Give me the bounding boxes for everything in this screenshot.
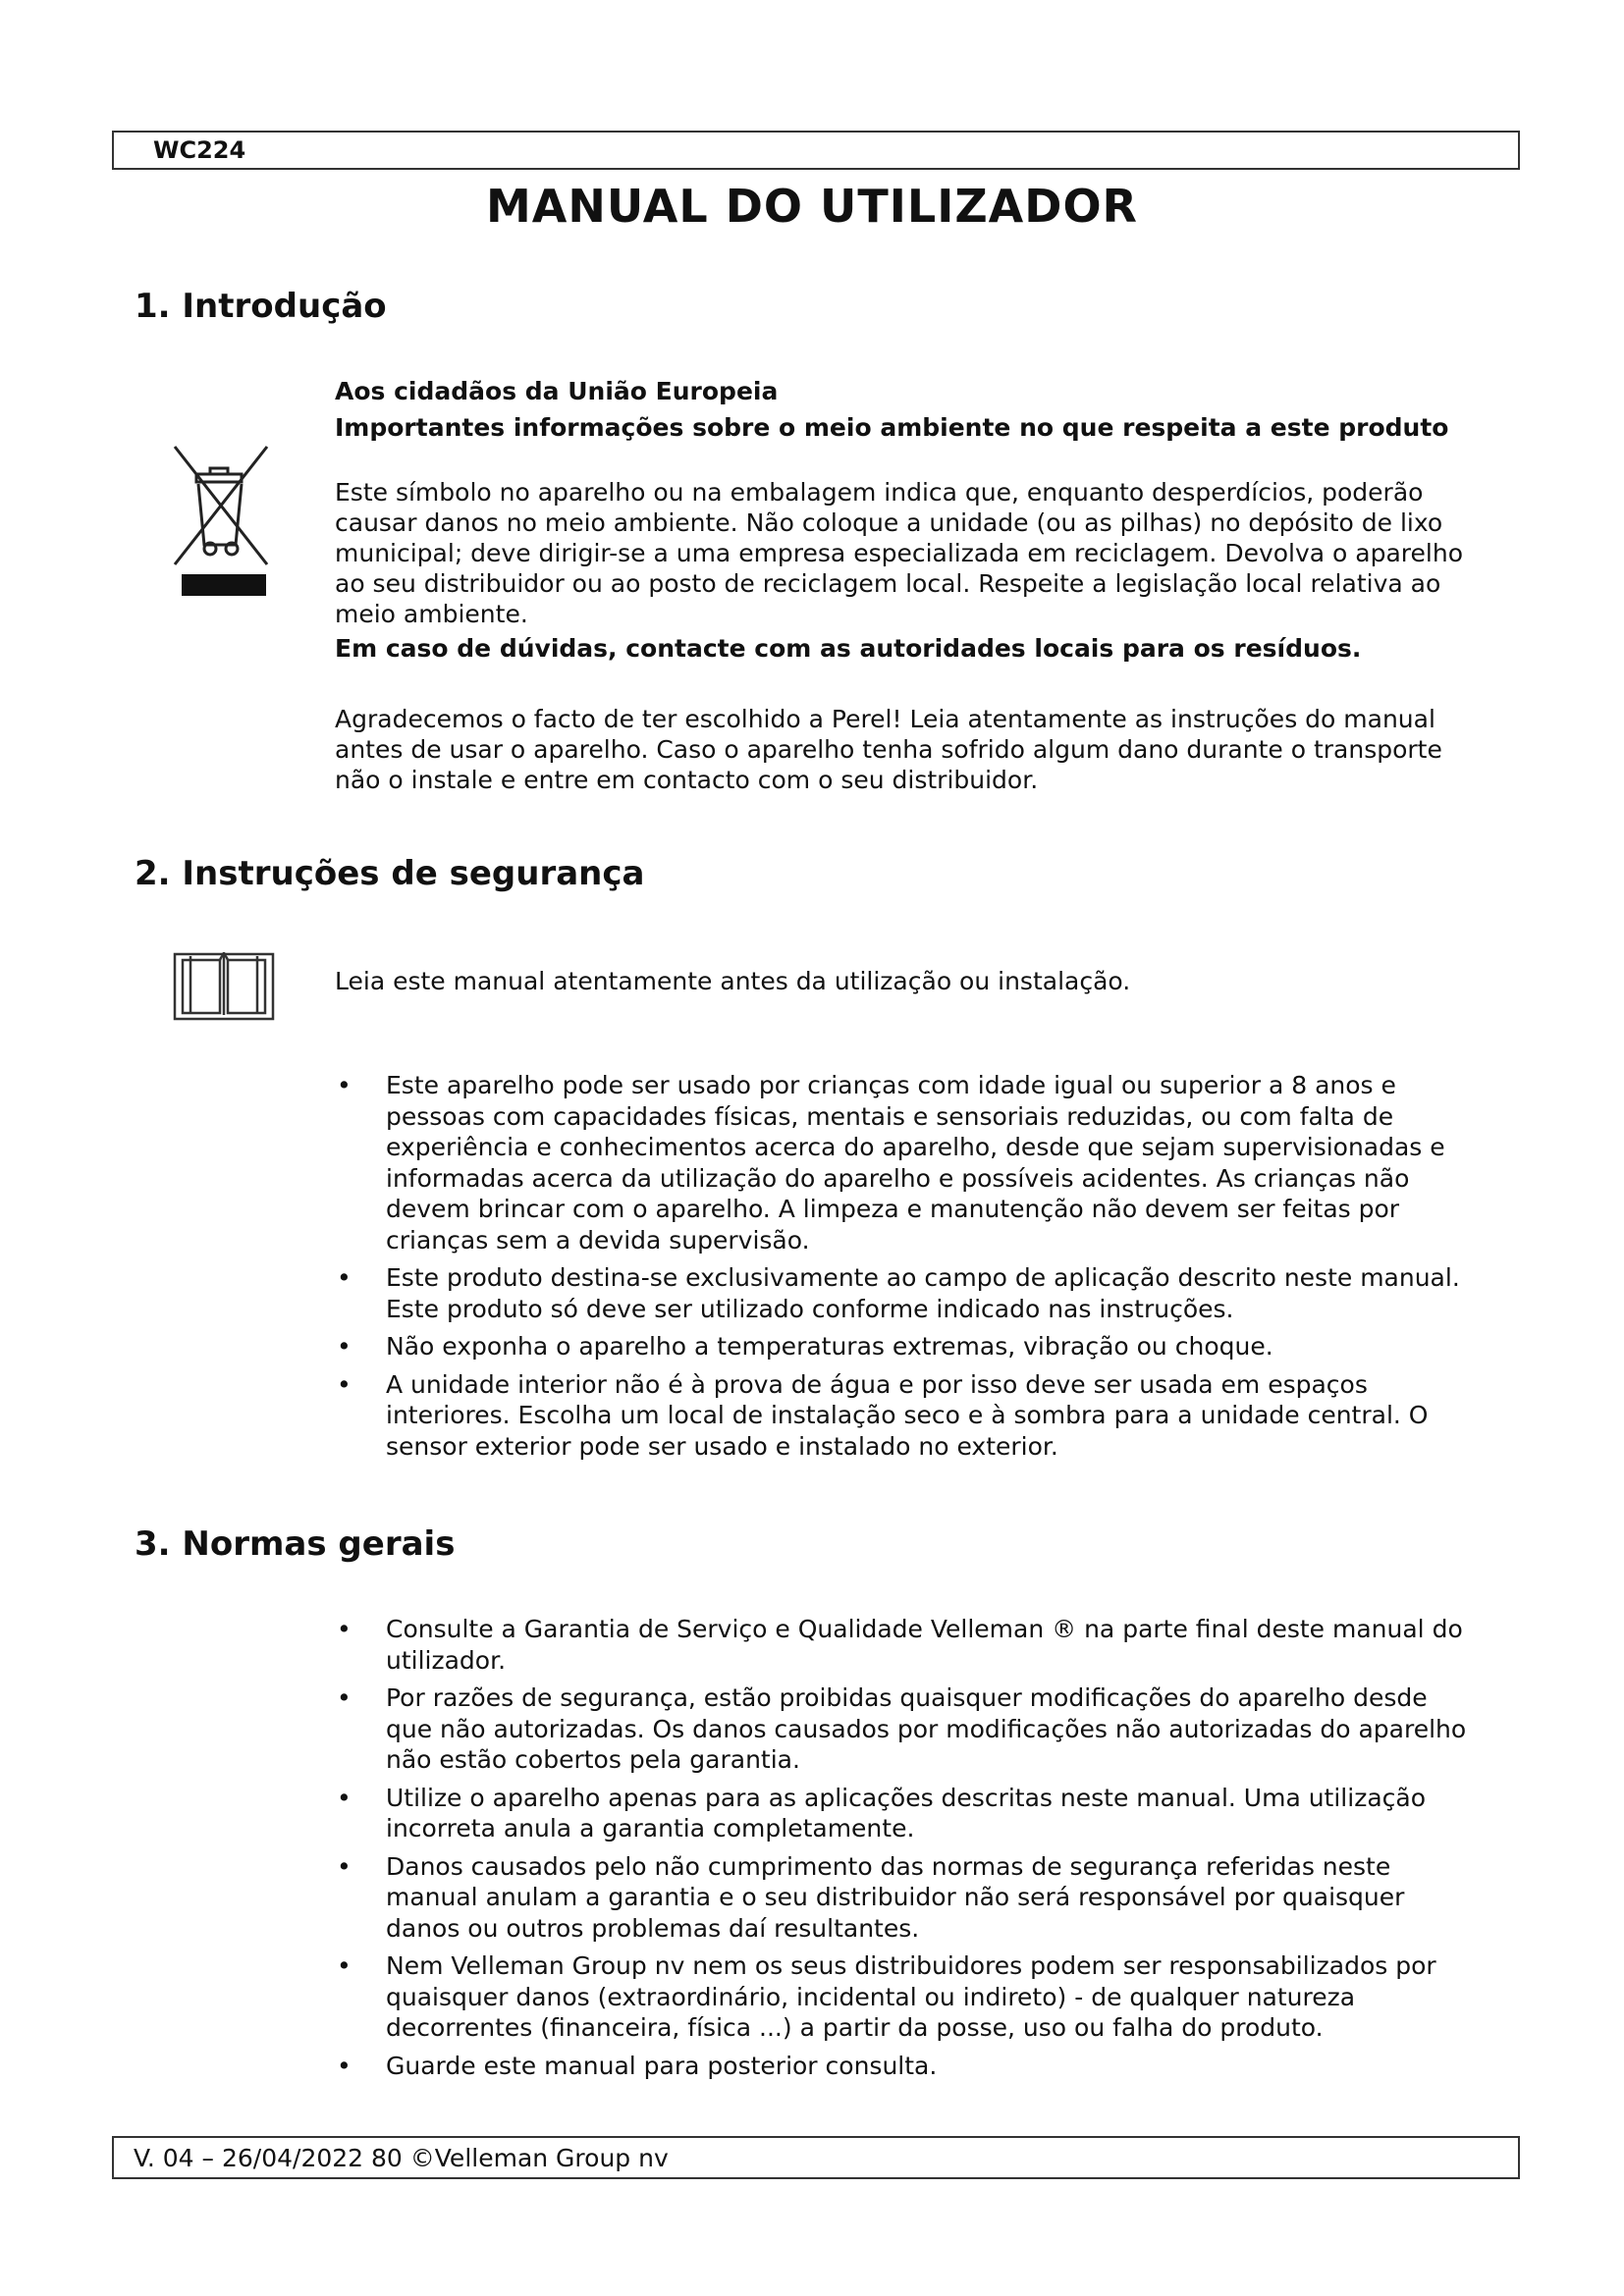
safety-item: • Este aparelho pode ser usado por crianças com idade igual ou superior a 8 anos e pessoas com capacidades físicas, mentais e sensoriais reduzidas, ou com falta de experiência e conhecimentos acerca do aparelho, desde que sejam supervisionadas e informadas acerca da utilização do aparelho e possíveis acidentes. As crianças não devem brincar com o aparelho. A limpeza e manutenção não devem ser feitas por crianças sem a devida supervisão.: [335, 1070, 1479, 1255]
section-2-heading: 2. Instruções de segurança: [135, 854, 645, 893]
environment-heading: Importantes informações sobre o meio ambiente no que respeita a este produto: [335, 413, 1449, 442]
environment-text: Este símbolo no aparelho ou na embalagem indica que, enquanto desperdícios, poderão causar danos no meio ambiente. Não coloque a unidade (ou as pilhas) no depósito de lixo municipal; deve dirigir-se a uma empresa especializada em reciclagem. Devolva o aparelho ao seu distribuidor ou ao posto de reciclagem local. Respeite a legislação local relativa ao meio ambiente.: [335, 478, 1463, 628]
safety-item: • Este produto destina-se exclusivamente ao campo de aplicação descrito neste manual. Este produto só deve ser utilizado conforme indicado nas instruções.: [335, 1262, 1479, 1324]
rules-item: • Utilize o aparelho apenas para as aplicações descritas neste manual. Uma utilização incorreta anula a garantia completamente.: [335, 1783, 1479, 1844]
footer-box: [112, 2136, 1520, 2179]
page-title: MANUAL DO UTILIZADOR: [486, 180, 1138, 233]
safety-list: [335, 1070, 1479, 1468]
rules-item: • Por razões de segurança, estão proibidas quaisquer modificações do aparelho desde que não autorizadas. Os danos causados por modificações não autorizadas do aparelho não estão cobertos pela garantia.: [335, 1682, 1479, 1776]
weee-crossed-bin-icon: [167, 445, 275, 602]
section-3-heading: 3. Normas gerais: [135, 1524, 456, 1564]
rules-item: • Nem Velleman Group nv nem os seus distribuidores podem ser responsabilizados por quaisquer danos (extraordinário, incidental ou indireto) - de qualquer natureza decorrentes (financeira, física ...) a partir da posse, uso ou falha do produto.: [335, 1950, 1479, 2044]
doubt-text: Em caso de dúvidas, contacte com as autoridades locais para os resíduos.: [335, 634, 1362, 663]
header-box: [112, 131, 1520, 170]
rules-item: • Danos causados pelo não cumprimento das normas de segurança referidas neste manual anulam a garantia e o seu distribuidor não será responsável por quaisquer danos ou outros problemas daí resultantes.: [335, 1851, 1479, 1945]
read-manual-book-icon: [173, 944, 275, 1023]
safety-item: • Não exponha o aparelho a temperaturas extremas, vibração ou choque.: [335, 1331, 1479, 1362]
general-rules-list: [335, 1614, 1479, 2088]
section-1-heading: 1. Introdução: [135, 287, 387, 326]
thanks-text: Agradecemos o facto de ter escolhido a Perel! Leia atentamente as instruções do manual antes de usar o aparelho. Caso o aparelho tenha sofrido algum dano durante o transporte não o instale e entre em contacto com o seu distribuidor.: [335, 705, 1442, 794]
rules-item: • Guarde este manual para posterior consulta.: [335, 2051, 1479, 2082]
rules-item: • Consulte a Garantia de Serviço e Qualidade Velleman ® na parte final deste manual do utilizador.: [335, 1614, 1479, 1676]
footer-version-text: V. 04 – 26/04/2022 80 ©Velleman Group nv: [134, 2144, 669, 2172]
model-number: WC224: [153, 136, 246, 164]
safety-item: • A unidade interior não é à prova de água e por isso deve ser usada em espaços interiores. Escolha um local de instalação seco e à sombra para a unidade central. O sensor exterior pode ser usado e instalado no exterior.: [335, 1369, 1479, 1463]
eu-citizens-heading: Aos cidadãos da União Europeia: [335, 377, 779, 405]
read-manual-text: Leia este manual atentamente antes da utilização ou instalação.: [335, 967, 1131, 995]
